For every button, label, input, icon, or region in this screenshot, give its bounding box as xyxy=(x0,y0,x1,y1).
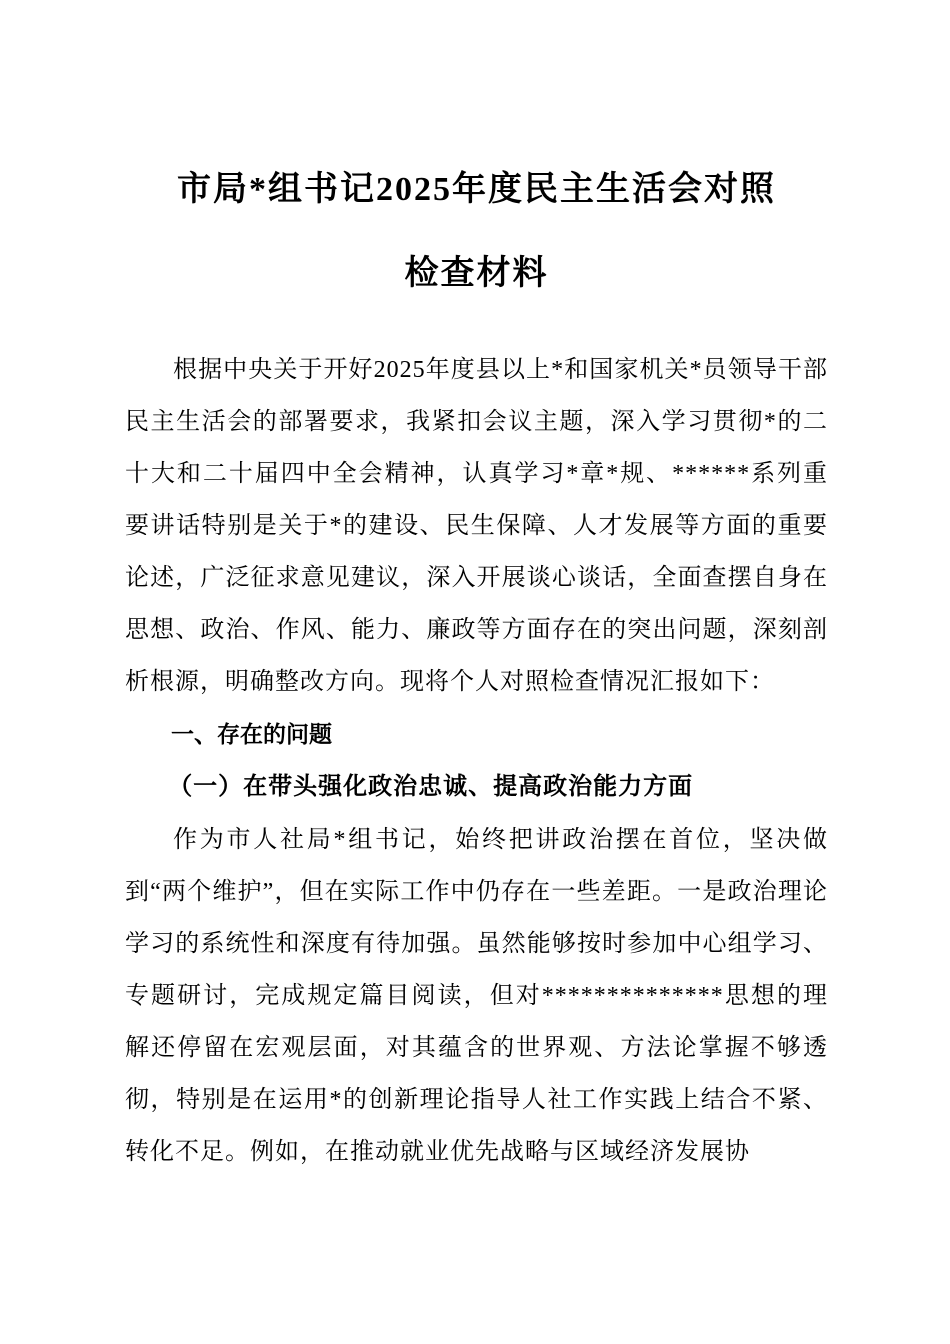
section-heading-problems: 一、存在的问题 xyxy=(171,721,332,747)
document-title-line-2: 检查材料 xyxy=(404,255,549,292)
subsection-heading-political-loyalty: （一）在带头强化政治忠诚、提高政治能力方面 xyxy=(168,774,694,800)
intro-paragraph: 根据中央关于开好2025年度县以上*和国家机关*员领导干部民主生活会的部署要求，我紧扣会议主题，深入学习贯彻*的二十大和二十届四中全会精神，认真学习*章*规、******系列重要讲话特别是关于*的建设、民生保障、人才发展等方面的重要论述，广泛征求意见建议，深入开展谈心谈话，全面查摆自身在思想、政治、作风、能力、廉政等方面存在的突出问题，深刻剖析根源，明确整改方向。现将个人对照检查情况汇报如下： xyxy=(125,357,828,695)
document-title-line-1: 市局*组书记2025年度民主生活会对照 xyxy=(177,171,776,208)
document-title xyxy=(125,148,828,316)
body-paragraph: 作为市人社局*组书记，始终把讲政治摆在首位，坚决做到“两个维护”，但在实际工作中仍存在一些差距。一是政治理论学习的系统性和深度有待加强。虽然能够按时参加中心组学习、专题研讨，完成规定篇目阅读，但对**************思想的理解还停留在宏观层面，对其蕴含的世界观、方法论掌握不够透彻，特别是在运用*的创新理论指导人社工作实践上结合不紧、转化不足。例如，在推动就业优先战略与区域经济发展协 xyxy=(125,827,828,1165)
